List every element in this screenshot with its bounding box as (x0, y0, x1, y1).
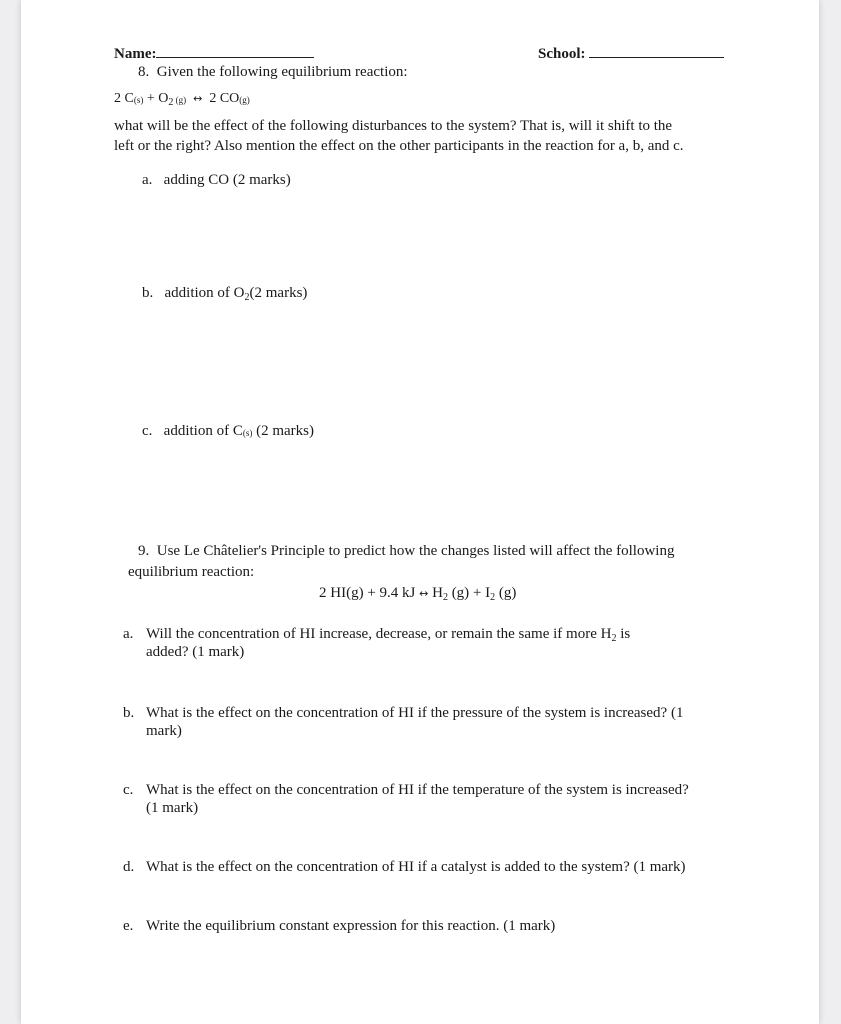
q8-part-letter: b. (142, 285, 154, 301)
q8-part-letter: a. (142, 172, 153, 188)
name-field-label (114, 44, 314, 64)
eq9-iodine: (g) + I (447, 585, 491, 601)
equilibrium-arrow-icon: ↔ (419, 587, 429, 600)
q8-part-subscript: (s) (242, 428, 253, 438)
name-label: Name: (114, 46, 157, 62)
q9-part-b-line1: What is the effect on the concentration of HI if the pressure of the system is increased? (1 (146, 705, 684, 721)
q8-part-subscript: 2 (244, 292, 250, 303)
eq8-oxygen-subscript: 2 (168, 97, 174, 108)
eq8-carbon: 2 C (114, 91, 134, 106)
school-field-label (538, 44, 724, 64)
name-blank-line (156, 56, 314, 58)
q9-part-b-line2: mark) (146, 723, 182, 739)
q9-part-d-letter: d. (123, 859, 135, 875)
q9-prompt-text: Use Le Châtelier's Principle to predict how the changes listed will affect the following (156, 543, 675, 559)
q9-part-e-line1: Write the equilibrium constant expression for this reaction. (1 mark) (146, 918, 556, 934)
q8-instruction-line1: what will be the effect of the following disturbances to the system? That is, will it shift to the (114, 118, 673, 134)
q9-part-text-post: is (616, 626, 631, 642)
q9-part-a-line2: added? (1 mark) (146, 644, 245, 660)
eq9-hydrogen: H (428, 585, 443, 601)
q9-part-b-letter: b. (123, 705, 135, 721)
eq9-iodine-subscript: 2 (490, 592, 496, 603)
q8-part-c (142, 421, 314, 441)
q8-number: 8. (138, 64, 150, 80)
eq9-iodine-state: (g) (495, 585, 517, 601)
q9-part-c-line2: (1 mark) (146, 800, 199, 816)
eq8-oxygen-state: (g) (173, 95, 187, 105)
eq8-oxygen: + O (143, 91, 169, 106)
worksheet-page (21, 0, 819, 1024)
eq9-hydrogen-subscript: 2 (442, 592, 448, 603)
q8-prompt-text: Given the following equilibrium reaction: (156, 64, 408, 80)
school-blank-line (589, 56, 724, 58)
q9-part-d-line1: What is the effect on the concentration of HI if a catalyst is added to the system? (1 mark) (146, 859, 686, 875)
q9-part-a-line1 (146, 624, 630, 644)
q9-prompt-line1 (138, 541, 674, 561)
q9-number: 9. (138, 543, 150, 559)
q9-part-c-letter: c. (123, 782, 134, 798)
q8-part-text: adding CO (2 marks) (163, 172, 291, 188)
q8-prompt (138, 62, 408, 82)
q8-instruction-line2: left or the right? Also mention the effect on the other participants in the reaction for a, b, and c. (114, 138, 684, 154)
q9-part-subscript: 2 (611, 633, 617, 644)
q9-part-e-letter: e. (123, 918, 134, 934)
q9-part-a-letter: a. (123, 626, 134, 642)
q8-part-text: addition of O (164, 285, 245, 301)
eq9-left-side: 2 HI(g) + 9.4 kJ (319, 585, 420, 601)
q8-part-letter: c. (142, 423, 153, 439)
q9-part-c-line1: What is the effect on the concentration of HI if the temperature of the system is increased? (146, 782, 689, 798)
eq8-carbon-state: (s) (133, 95, 144, 105)
q8-part-text-post: (2 marks) (249, 285, 308, 301)
eq8-co-state: (g) (239, 95, 250, 105)
q8-part-a (142, 170, 291, 190)
q9-equation (319, 583, 516, 604)
q8-equation (114, 90, 250, 108)
q9-part-text: Will the concentration of HI increase, decrease, or remain the same if more H (146, 626, 612, 642)
q8-part-text-post: (2 marks) (252, 423, 314, 439)
q8-part-b (142, 283, 307, 303)
q8-part-text: addition of C (163, 423, 243, 439)
school-label: School: (538, 46, 586, 62)
eq8-co: 2 CO (209, 91, 240, 106)
q9-prompt-line2: equilibrium reaction: (128, 564, 255, 580)
equilibrium-arrow-icon: ↔ (193, 92, 203, 105)
